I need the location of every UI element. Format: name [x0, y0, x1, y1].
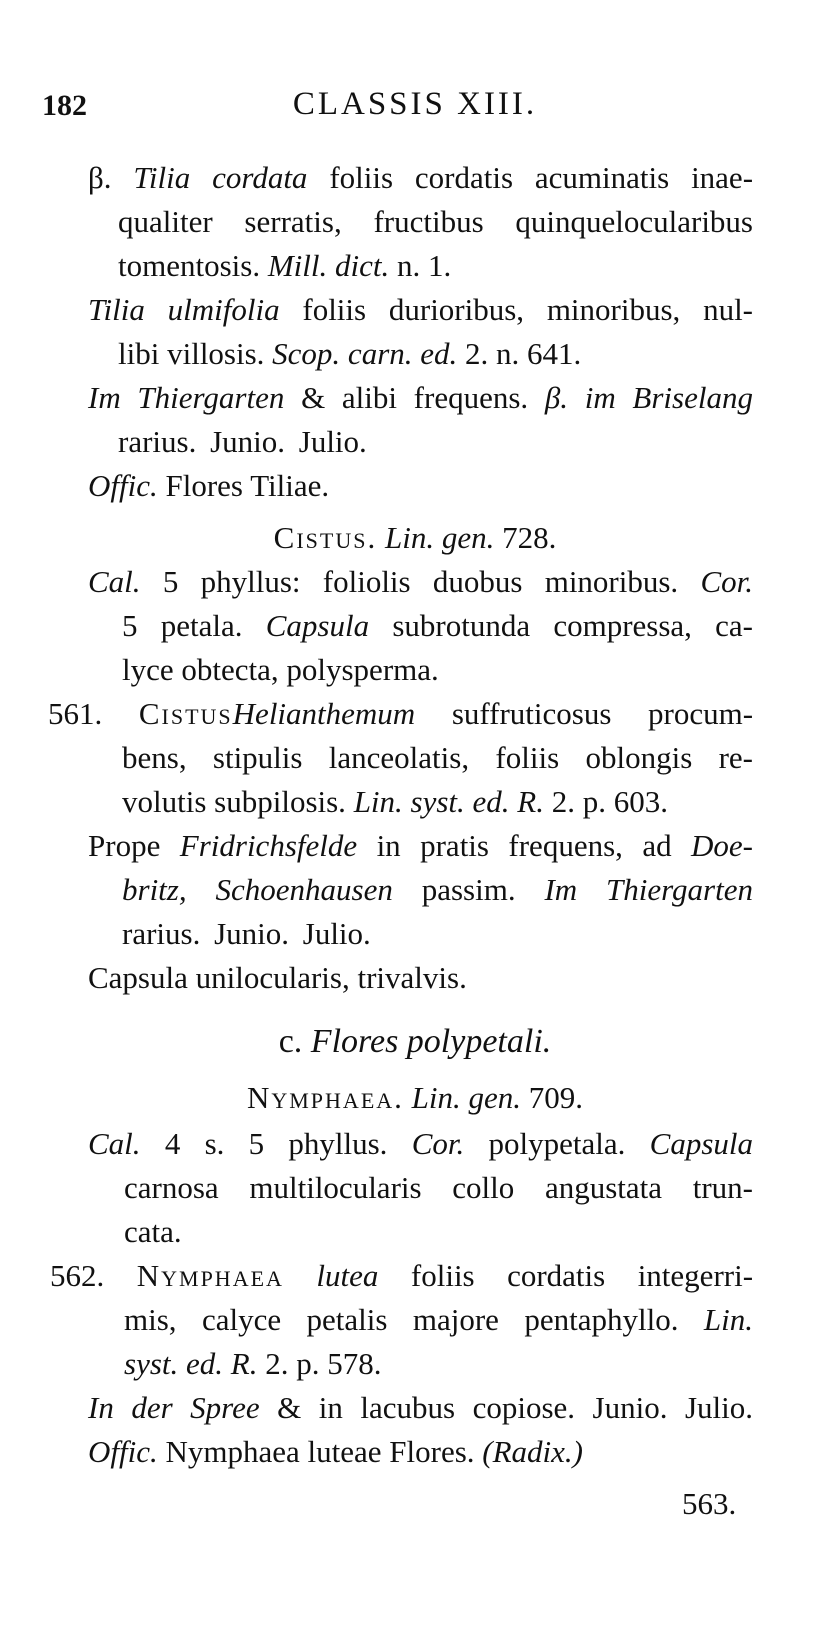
description-text: passim.: [421, 872, 516, 907]
locality: Schoenhausen: [215, 872, 393, 907]
text-line-7: rarius. Junio. Julio.: [118, 424, 367, 459]
text-line-1: [88, 158, 753, 198]
citation-author: Lin. syst. ed. R.: [353, 784, 544, 819]
radix-note: (Radix.): [482, 1434, 583, 1469]
description-text: foliis durioribus, minoribus, nul-: [302, 292, 754, 327]
text-line-19: [88, 1124, 753, 1164]
citation-author: Lin.: [703, 1302, 753, 1337]
locality: britz,: [122, 872, 187, 907]
locality: Fridrichsfelde: [179, 828, 358, 863]
text-line-10: [122, 606, 753, 646]
text-line-11: lyce obtecta, polysperma.: [122, 652, 439, 687]
locality: Im Thiergarten: [544, 872, 753, 907]
description-text: qualiter serratis, fructibus quinquelocularibus: [118, 204, 753, 239]
genus-name: Nymphaea.: [246, 1080, 404, 1115]
text-line-26: [88, 1432, 583, 1472]
description-text: carnosa multilocularis collo angustata trun-: [124, 1170, 753, 1205]
text-line-15: [88, 826, 753, 866]
text-line-20: [124, 1168, 753, 1208]
citation-ref: 728.: [502, 520, 557, 555]
beta-marker: β.: [88, 160, 112, 195]
text-line-3: [118, 246, 451, 286]
description-text: libi villosis.: [118, 336, 265, 371]
locality: Doe-: [691, 828, 754, 863]
capsula-label: Capsula: [649, 1126, 754, 1161]
genus-heading: [0, 1078, 830, 1118]
text-line-5: [118, 334, 581, 374]
genus-name: Cistus.: [273, 520, 378, 555]
text-line-6: [88, 378, 753, 418]
description-text: 5 petala.: [122, 608, 243, 643]
page-title: CLASSIS XIII.: [292, 86, 538, 122]
text-line-21: cata.: [124, 1214, 182, 1249]
text-line-24: [124, 1344, 381, 1384]
species-name: lutea: [316, 1258, 379, 1293]
description-text: foliis cordatis integerri-: [410, 1258, 754, 1293]
description-text: polypetala.: [488, 1126, 626, 1161]
description-text: volutis subpilosis.: [122, 784, 346, 819]
description-text: & alibi frequens.: [301, 380, 529, 415]
locality: Im Thiergarten: [88, 380, 285, 415]
text-line-17: rarius. Junio. Julio.: [122, 916, 371, 951]
entry-number: 561.: [48, 696, 103, 731]
text-line-25: [88, 1388, 753, 1428]
section-heading: [0, 1022, 830, 1062]
text-line-4: [88, 290, 753, 330]
citation-author: syst. ed. R.: [124, 1346, 258, 1381]
description-text: suffruticosus procum-: [451, 696, 754, 731]
capsula-label: Capsula: [265, 608, 370, 643]
description-text: bens, stipulis lanceolatis, foliis oblongis re-: [122, 740, 753, 775]
text-line-22: [50, 1256, 753, 1296]
citation-author: Lin. gen.: [411, 1080, 522, 1115]
text-line-9: [88, 562, 753, 602]
description-text: Prope: [88, 828, 161, 863]
text-line-8: [88, 466, 329, 506]
text-line-16: [122, 870, 753, 910]
text-line-12: [48, 694, 753, 734]
citation-ref: 2. p. 578.: [265, 1346, 382, 1381]
description-text: in pratis frequens, ad: [376, 828, 672, 863]
catchword: 563.: [682, 1486, 737, 1521]
species-name: Helianthemum: [232, 696, 416, 731]
cor-label: Cor.: [700, 564, 754, 599]
section-title: Flores polypetali.: [310, 1023, 552, 1060]
citation-ref: 709.: [528, 1080, 584, 1115]
description-text: Flores Tiliae.: [165, 468, 330, 503]
citation-author: Mill. dict.: [267, 248, 390, 283]
description-text: & in lacubus copiose. Junio. Julio.: [277, 1390, 753, 1425]
citation-ref: 2. p. 603.: [551, 784, 668, 819]
citation-author: Lin. gen.: [384, 520, 495, 555]
citation-ref: 2. n. 641.: [465, 336, 582, 371]
species-name: Tilia ulmifolia: [88, 292, 280, 327]
citation-ref: n. 1.: [397, 248, 452, 283]
description-text: foliis cordatis acuminatis inae-: [329, 160, 754, 195]
description-text: Nymphaea luteae Flores.: [165, 1434, 475, 1469]
text-line-23: [124, 1300, 753, 1340]
cal-label: Cal.: [88, 1126, 141, 1161]
genus-heading: [0, 518, 830, 558]
description-text: subrotunda compressa, ca-: [392, 608, 753, 643]
description-text: 4 s. 5 phyllus.: [164, 1126, 388, 1161]
offic-label: Offic.: [88, 468, 158, 503]
section-letter: c.: [278, 1023, 303, 1060]
offic-label: Offic.: [88, 1434, 158, 1469]
description-text: tomentosis.: [118, 248, 261, 283]
text-line-14: [122, 782, 668, 822]
cal-label: Cal.: [88, 564, 141, 599]
page-number: 182: [42, 89, 87, 122]
text-line-18: Capsula unilocularis, trivalvis.: [88, 960, 467, 995]
entry-number: 562.: [50, 1258, 105, 1293]
description-text: mis, calyce petalis majore pentaphyllo.: [124, 1302, 679, 1337]
locality: In der Spree: [88, 1390, 260, 1425]
genus-name: Nymphaea: [136, 1258, 284, 1293]
citation-author: Scop. carn. ed.: [272, 336, 458, 371]
description-text: 5 phyllus: foliolis duobus minoribus.: [162, 564, 679, 599]
genus-name: Cistus: [138, 696, 233, 731]
species-name: Tilia cordata: [133, 160, 308, 195]
text-line-2: [118, 202, 753, 242]
text-line-13: [122, 738, 753, 778]
locality: β. im Briselang: [544, 380, 753, 415]
cor-label: Cor.: [411, 1126, 465, 1161]
